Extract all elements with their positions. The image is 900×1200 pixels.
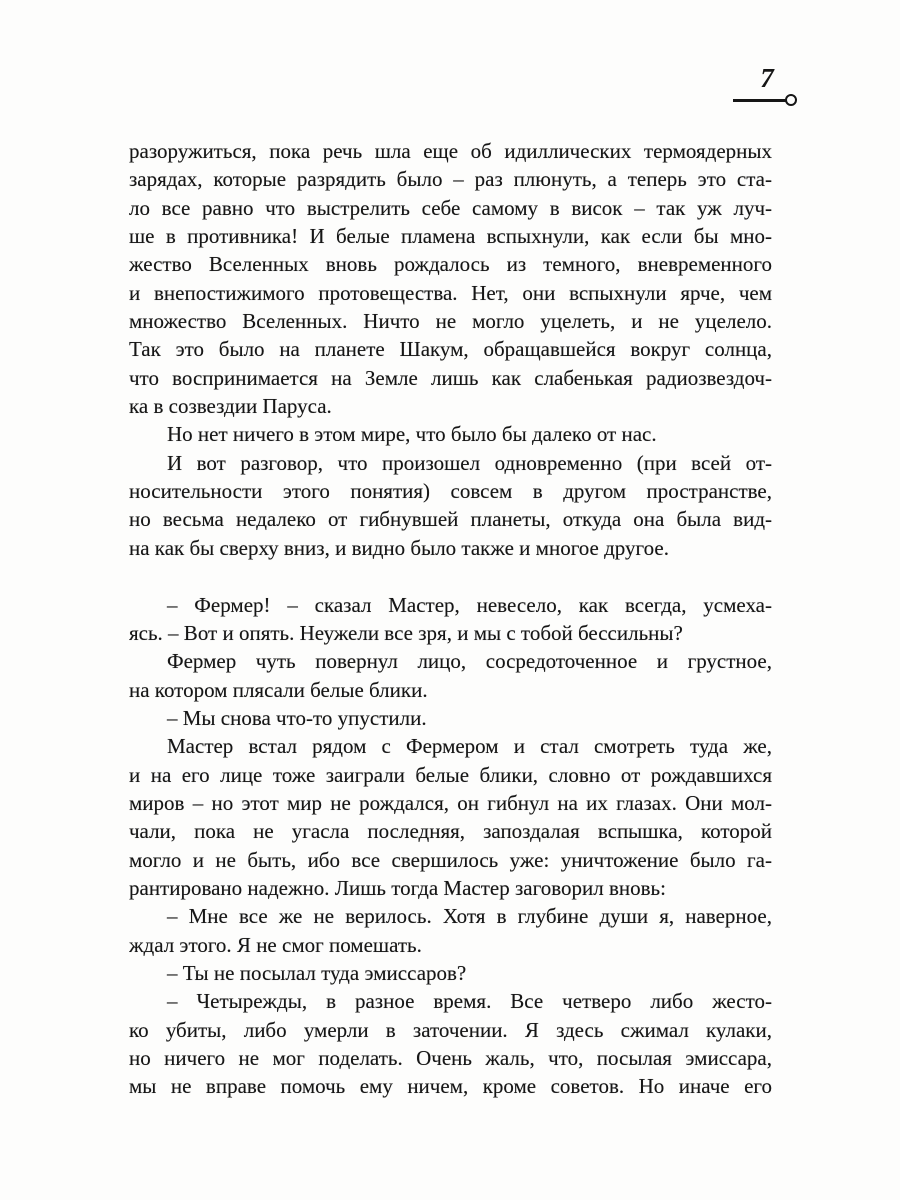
text-line: – Мне все же не верилось. Хотя в глубине души я, наверное, (167, 904, 772, 929)
paragraph (129, 137, 772, 420)
paragraph (129, 591, 772, 648)
text-line: ло все равно что выстрелить себе самому в висок – так уж луч- (129, 195, 772, 220)
text-line: носительности этого понятия) совсем в другом пространстве, (129, 479, 772, 504)
text-line: – Мы снова что-то упустили. (167, 705, 427, 730)
paragraph (129, 420, 772, 448)
text-line: могло и не быть, ибо все свершилось уже: уничтожение было га- (129, 847, 772, 872)
text-line: но ничего не мог поделать. Очень жаль, что, посылая эмиссара, (129, 1046, 772, 1070)
paragraph (129, 449, 772, 562)
text-line: ждал этого. Я не смог помешать. (129, 932, 422, 957)
text-line: ше в противника! И белые пламена вспыхнули, как если бы мно- (129, 224, 772, 249)
text-line: и внепостижимого протовещества. Нет, они вспыхнули ярче, чем (129, 280, 772, 305)
header-ornament-ring-icon (785, 94, 797, 106)
paragraph (129, 704, 772, 732)
text-line: Фермер чуть повернул лицо, сосредоточенное и грустное, (167, 649, 772, 674)
paragraph (129, 959, 772, 987)
text-line: мы не вправе помочь ему ничем, кроме советов. Но иначе его (129, 1074, 772, 1099)
text-line: зарядах, которые разрядить было – раз плюнуть, а теперь это ста- (129, 167, 772, 192)
text-line: рантировано надежно. Лишь тогда Мастер заговорил вновь: (129, 875, 666, 900)
text-line: разоружиться, пока речь шла еще об идиллических термоядерных (129, 139, 772, 163)
text-line: на как бы сверху вниз, и видно было также и многое другое. (129, 535, 669, 560)
text-line: – Фермер! – сказал Мастер, невесело, как всегда, усмеха- (167, 592, 772, 617)
text-line: и на его лице тоже заиграли белые блики, словно от рождавшихся (129, 762, 772, 787)
text-line: на котором плясали белые блики. (129, 677, 428, 702)
text-line: И вот разговор, что произошел одновременно (при всей от- (167, 450, 772, 475)
text-line: ка в созвездии Паруса. (129, 394, 332, 419)
text-line: жество Вселенных вновь рождалось из темного, вневременного (129, 252, 772, 277)
text-line: Мастер встал рядом с Фермером и стал смотреть туда же, (167, 734, 772, 759)
page-number: 7 (760, 63, 774, 93)
text-line: ясь. – Вот и опять. Неужели все зря, и мы с тобой бессильны? (129, 620, 683, 645)
paragraph (129, 987, 772, 1100)
text-block (129, 137, 772, 1101)
paragraph (129, 732, 772, 902)
text-line: миров – но этот мир не рождался, он гибнул на их глазах. Они мол- (129, 790, 772, 815)
text-line: чали, пока не угасла последняя, запоздалая вспышка, которой (129, 819, 772, 844)
text-line: что воспринимается на Земле лишь как слабенькая радиозвездоч- (129, 365, 772, 390)
text-line: Но нет ничего в этом мире, что было бы далеко от нас. (167, 422, 657, 447)
text-line: множество Вселенных. Ничто не могло уцелеть, и не уцелело. (129, 309, 772, 334)
text-line: – Четырежды, в разное время. Все четверо либо жесто- (167, 989, 772, 1014)
paragraph (129, 902, 772, 959)
text-line: Так это было на планете Шакум, обращавшейся вокруг солнца, (129, 337, 772, 362)
header-ornament-rule (733, 99, 786, 102)
text-line: ко убиты, либо умерли в заточении. Я здесь сжимал кулаки, (129, 1017, 772, 1042)
text-line: но весьма недалеко от гибнувшей планеты, откуда она была вид- (129, 507, 772, 532)
text-line: – Ты не посылал туда эмиссаров? (167, 960, 467, 985)
paragraph (129, 647, 772, 704)
